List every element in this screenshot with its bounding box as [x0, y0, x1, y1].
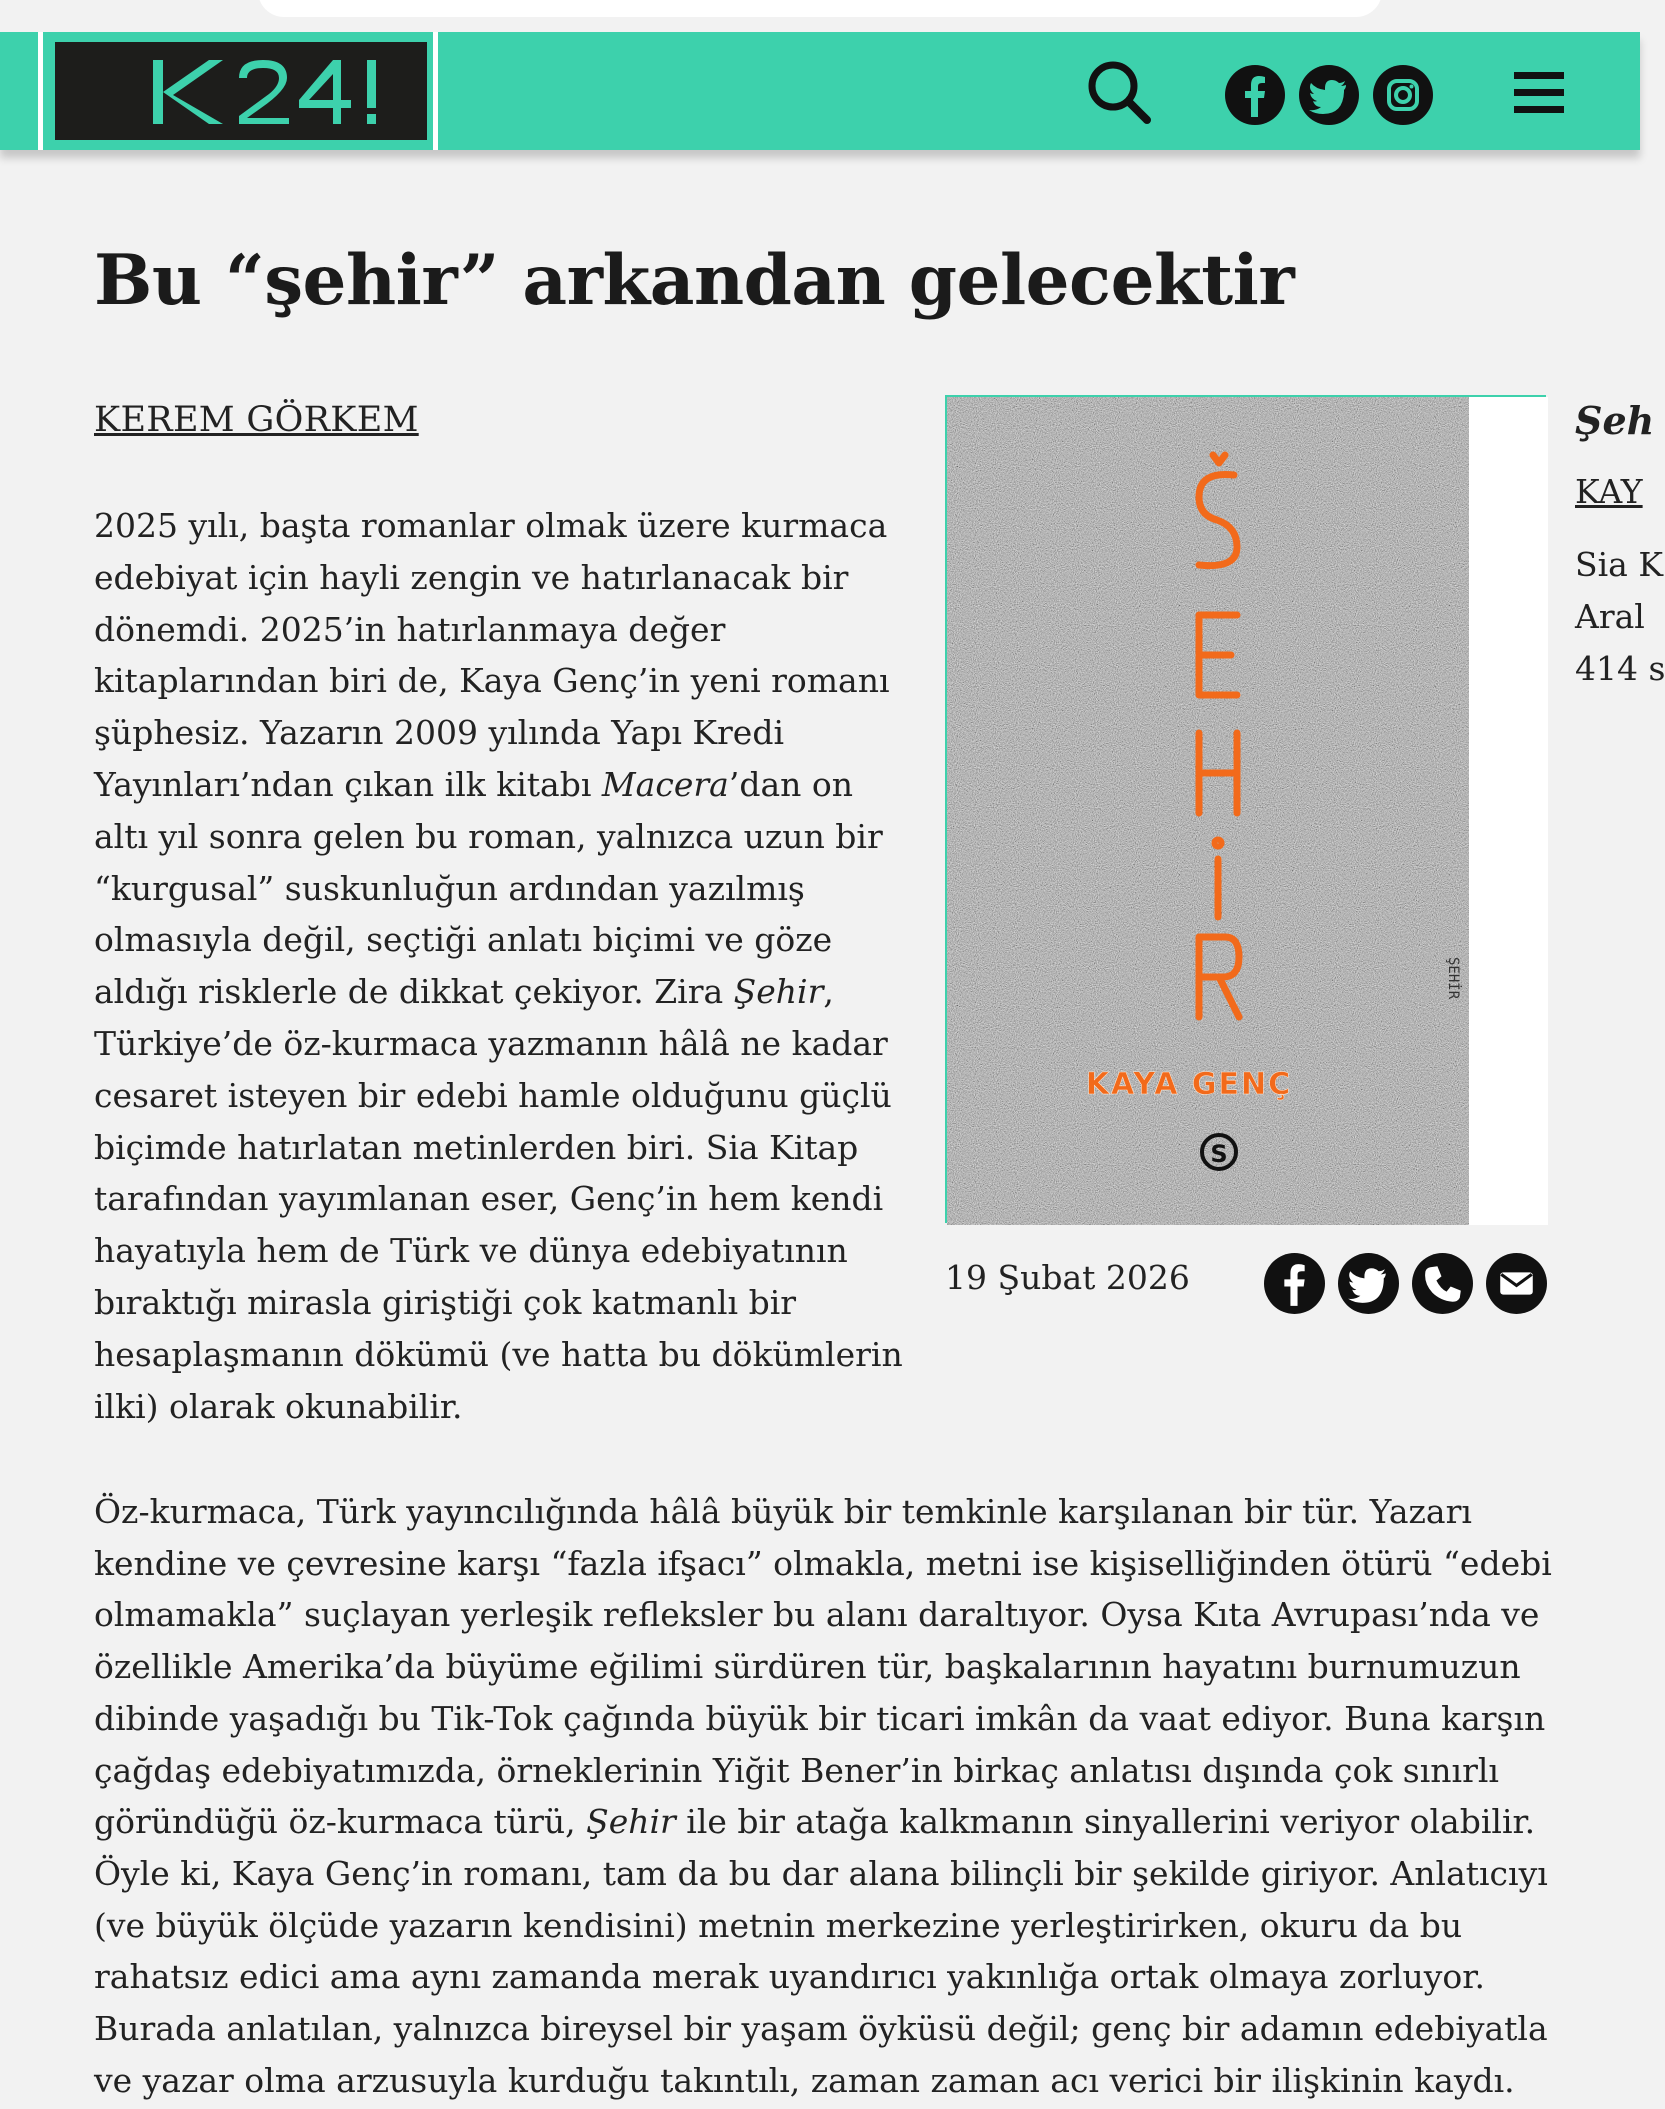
author-link[interactable]: KEREM GÖRKEM [94, 400, 419, 440]
site-logo[interactable] [38, 32, 438, 150]
facebook-icon[interactable] [1225, 65, 1285, 125]
browser-top-sheet [258, 0, 1382, 17]
menu-icon[interactable] [1512, 70, 1566, 120]
cover-author: KAYA GENÇ [1085, 1067, 1293, 1102]
article-title: Bu “şehir” arkandan gelecektir [94, 240, 1295, 321]
share-mail-icon[interactable] [1486, 1253, 1547, 1314]
article-paragraph-1 [94, 500, 914, 1432]
svg-text:ŞEHİR: ŞEHİR [1445, 957, 1461, 1000]
share-facebook-icon[interactable] [1264, 1253, 1325, 1314]
sidebar-date: Aral [1575, 597, 1645, 636]
twitter-icon[interactable] [1299, 65, 1359, 125]
publisher-mark: S [1210, 1140, 1228, 1168]
p1-text-a: 2025 yılı, başta romanlar olmak üzere kurmaca edebiyat için hayli zengin ve hatırlanacak bir dönemdi. 2025’in hatırlanmaya değer kitaplarından biri de, Kaya Genç’in yeni romanı şüphesiz. Yazarın 2009 yılında Yapı Kredi Yayınları’ndan çıkan ilk kitabı [94, 506, 890, 804]
share-twitter-icon[interactable] [1338, 1253, 1399, 1314]
sidebar-book-title: Şeh [1575, 398, 1655, 443]
p2-text-a: Öz-kurmaca, Türk yayıncılığında hâlâ büyük bir temkinle karşılanan bir tür. Yazarı kendine ve çevresine karşı “fazla ifşacı” olmakla, metni ise kişiselliğinden ötürü “edebi olmamakla” suçlayan yerleşik refleksler bu alanı daraltıyor. Oysa Kıta Avrupası’nda ve özellikle Amerika’da büyüme eğilimi sürdüren tür, başkalarının hayatını burnumuzun dibinde yaşadığı bu Tik-Tok çağında büyük bir ticari imkân da vaat ediyor. Buna karşın çağdaş edebiyatımızda, örneklerinin Yiğit Bener’in birkaç anlatısı dışında çok sınırlı göründüğü öz-kurmaca türü, [94, 1492, 1552, 1842]
p1-text-b: ’dan on altı yıl sonra gelen bu roman, yalnızca uzun bir “kurgusal” suskunluğun ardından yazılmış olmasıyla değil, seçtiği anlatı biçimi ve göze aldığı risklerle de dikkat çekiyor. Zira [94, 764, 883, 1012]
sidebar-pages: 414 s [1575, 649, 1665, 688]
p1-italic-sehir: Şehir [733, 972, 824, 1012]
instagram-icon[interactable] [1373, 65, 1433, 125]
book-cover-image [945, 395, 1546, 1223]
p1-italic-macera: Macera [601, 764, 729, 804]
sidebar-publisher: Sia K [1575, 545, 1663, 584]
article-paragraph-2 [94, 1486, 1574, 2106]
p2-italic-sehir: Şehir [586, 1802, 676, 1842]
search-icon[interactable] [1085, 58, 1153, 130]
p1-text-c: , Türkiye’de öz-kurmaca yazmanın hâlâ ne kadar cesaret isteyen bir edebi hamle olduğunu güçlü biçimde hatırlatan metinlerden biri. Sia Kitap tarafından yayımlanan eser, Genç’in hem kendi hayatıyla hem de Türk ve dünya edebiyatının bıraktığı mirasla giriştiği çok katmanlı bir hesaplaşmanın dökümü (ve hatta bu dökümlerin ilki) olarak okunabilir. [94, 972, 903, 1426]
sidebar-author-link[interactable]: KAY [1575, 472, 1643, 511]
site-header [0, 32, 1640, 150]
share-phone-icon[interactable] [1412, 1253, 1473, 1314]
publish-date: 19 Şubat 2026 [945, 1258, 1190, 1297]
p2-text-b: ile bir atağa kalkmanın sinyallerini veriyor olabilir. Öyle ki, Kaya Genç’in romanı, tam da bu dar alana bilinçli bir şekilde giriyor. Anlatıcıyı (ve büyük ölçüde yazarın kendisini) metnin merkezine yerleştirirken, okuru da bu rahatsız edici ama aynı zamanda merak uyandırıcı yakınlığa ortak olmaya zorluyor. Burada anlatılan, yalnızca bireysel bir yaşam öyküsü değil; genç bir adamın edebiyatla ve yazar olma arzusuyla kurduğu takıntılı, zaman zaman acı verici bir ilişkinin kaydı. [94, 1802, 1548, 2100]
